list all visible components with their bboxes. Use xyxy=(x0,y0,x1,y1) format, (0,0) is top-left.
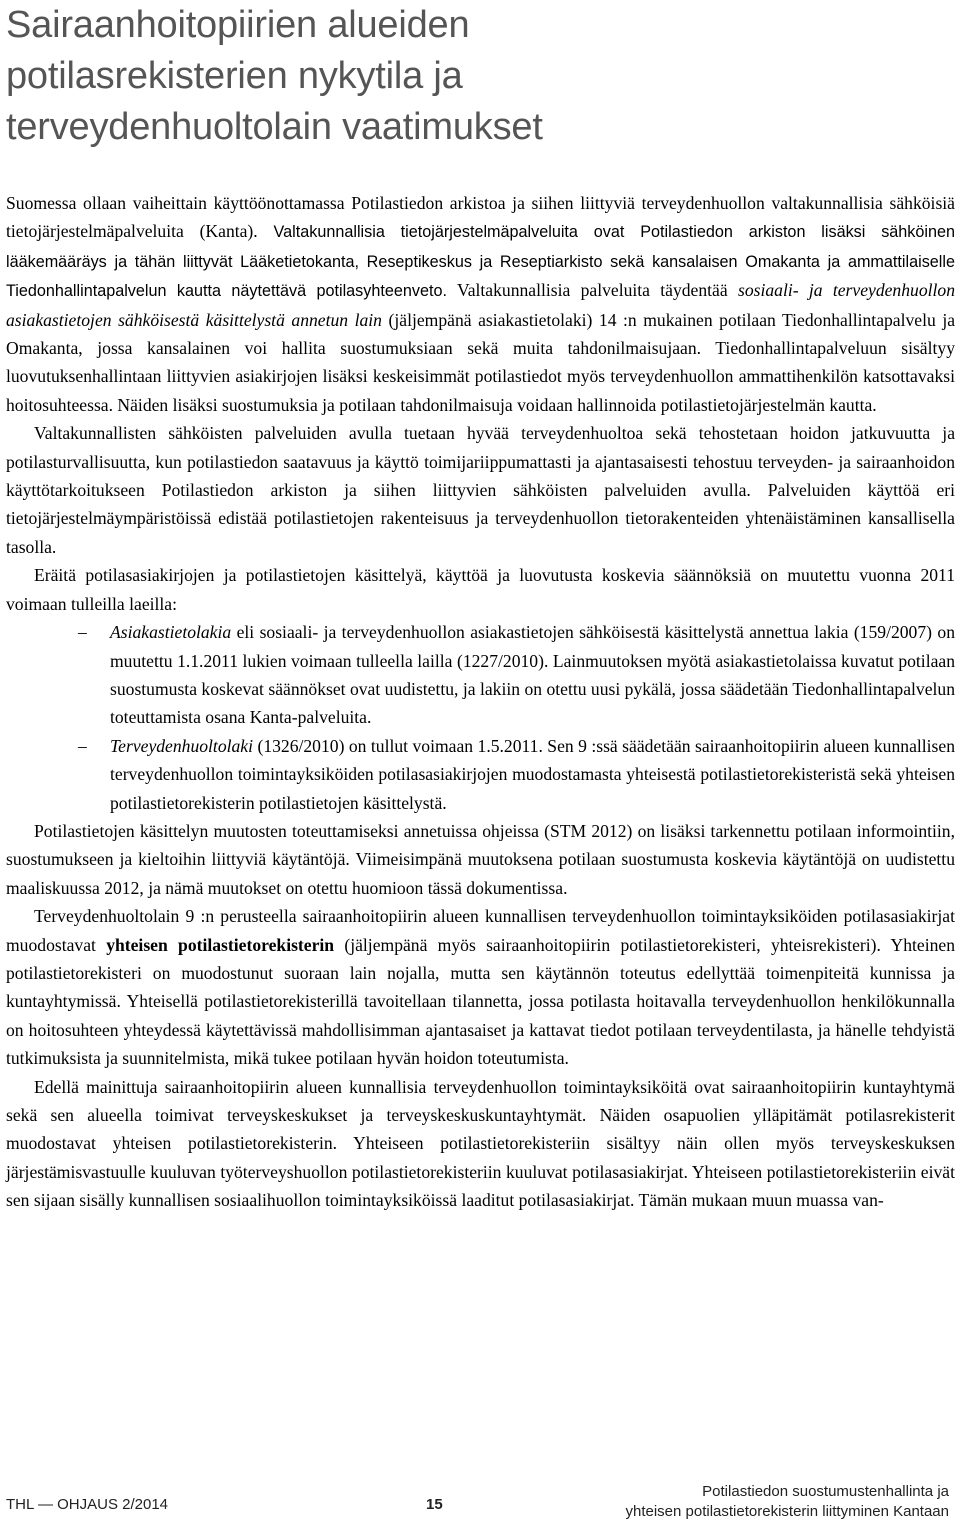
page-footer xyxy=(6,1483,955,1526)
paragraph-1-lead: Valtakunnallisia palveluita täydentää xyxy=(446,280,738,301)
paragraph-2: Valtakunnallisten sähköisten palveluiden avulla tuetaan hyvää terveydenhuoltoa sekä tehostetaan hoidon jatkuvuutta ja potilasturvallisuutta, kun potilastiedon saatavuus ja käyttö toimijariippumattasti ja ajantasaisesti tehostuu terveyden- ja sairaanhoidon käyttötarkoitukseen Potilastiedon arkiston ja siihen liittyvien sähköisten palveluiden avulla. Palveluiden käyttöä eri tietojärjestelmäympäristöissä edistää potilastietojen rakenteisuus ja terveydenhuollon tietorakenteiden yhtenäistäminen kansallisella tasolla. xyxy=(6,423,955,557)
paragraph-6: Edellä mainittuja sairaanhoitopiirin alueen kunnallisia terveydenhuollon toimintayksiköitä ovat sairaanhoitopiirin kuntayhtymä sekä sen alueella toimivat terveyskeskukset ja terveyskeskuskuntayhtymät. Näiden osapuolien ylläpitämät potilasrekisterit muodostavat yhteisen potilastietorekisterin. Yhteiseen potilastietorekisteriin sisältyy näin ollen myös terveyskeskuksen järjestämisvastuulle kuuluvan työterveyshuollon potilastietorekisteriin kuuluvat potilasasiakirjat. Yhteiseen potilastietorekisteriin eivät sen sijaan sisälly kunnallisen sosiaalihuollon toimintayksiköissä laaditut potilasasiakirjat. Tämän mukaan muun muassa van- xyxy=(6,1076,955,1211)
page-title xyxy=(6,0,955,153)
footer-title-line-2: yhteisen potilastietorekisterin liittyminen Kantaan xyxy=(625,1503,949,1520)
list-item-text: eli sosiaali- ja terveydenhuollon asiakastietojen sähköisestä käsittelystä annettua lakia (159/2007) on muutettu 1.1.2011 lukien voimaan tulleella lailla (1227/2010). Lainmuutoksen myötä asiakastietolaissa kuvatut potilaan suostumusta koskevat säännökset ovat uudistettu, ja lakiin on otettu uusi pykälä, jossa säädetään Tiedonhallintapalvelun toteuttamista osana Kanta-palveluita. xyxy=(110,622,955,728)
list-item xyxy=(6,618,955,732)
footer-document-title xyxy=(625,1482,949,1522)
dash-bullet: – xyxy=(78,622,87,643)
title-line-2: potilasrekisterien nykytila ja xyxy=(6,55,463,97)
paragraph-1-services: Valtakunnallisia tietojärjestelmäpalveluita ovat Potilastiedon arkiston lisäksi sähköinen lääkemääräys ja tähän liittyvät Lääketietokanta, Reseptikeskus ja Reseptiarkisto sekä kansalaisen Omakanta ja ammattilaiselle Tiedonhallintapalvelun kautta näytettävä potilasyhteenveto. xyxy=(6,223,956,301)
paragraph-1-rest: (jäljempänä asiakastietolaki) 14 :n mukainen potilaan Tiedonhallintapalvelu ja Omakanta, jossa kansalainen voi hallita suostumuksiaan sekä muita tahdonilmaisujaan. Tiedonhallintapalveluun sisältyy luovutuksenhallintaan liittyvien asiakirjojen lisäksi keskeisimmät potilastiedot myös terveydenhuollon ammattihenkilön katsottavaksi hoitosuhteessa. Näiden lisäksi suostumuksia ja potilaan tahdonilmaisuja voidaan hallinnoida potilastietojärjestelmän kautta. xyxy=(6,309,956,415)
document-page xyxy=(6,0,955,1215)
paragraph-5 xyxy=(6,902,955,1072)
footer-title-line-1: Potilastiedon suostumustenhallinta ja xyxy=(702,1483,949,1500)
page-number: 15 xyxy=(426,1496,443,1513)
paragraph-5-lead: Terveydenhuoltolain 9 :n perusteella sairaanhoitopiirin alueen kunnallisen terveydenhuollon toimintayksiköiden potilasasiakirjat muodostavat xyxy=(6,906,955,955)
document-body xyxy=(6,189,955,1215)
paragraph-4: Potilastietojen käsittelyn muutosten toteuttamiseksi annetuissa ohjeissa (STM 2012) on lisäksi tarkennettu potilaan informointiin, suostumukseen ja kieltoihin liittyviä käytäntöjä. Viimeisimpänä muutoksena potilaan suostumusta koskevia käytäntöjä on uudistettu maaliskuussa 2012, ja nämä muutokset on otettu huomioon tässä dokumentissa. xyxy=(6,820,955,898)
list-item-text: (1326/2010) on tullut voimaan 1.5.2011. Sen 9 :ssä säädetään sairaanhoitopiirin alueen kunnallisen terveydenhuollon toimintayksiköiden potilasasiakirjojen muodostamasta yhteisestä potilastietorekisteristä sekä yhteisen potilastietorekisterin potilastietojen käsittelystä. xyxy=(110,735,955,813)
dash-bullet: – xyxy=(78,735,87,756)
list-item xyxy=(6,732,955,817)
paragraph-5-term: yhteisen potilastietorekisterin xyxy=(106,934,335,955)
paragraph-1-intro: Suomessa ollaan vaiheittain käyttöönottamassa Potilastiedon arkistoa ja siihen liittyviä terveydenhuollon valtakunnallisia sähköisiä tietojärjestelmäpalveluita (Kanta). xyxy=(6,193,955,242)
paragraph-1-law-name: sosiaali- ja terveydenhuollon asiakastietojen sähköisestä käsittelystä annetun lain xyxy=(6,280,955,330)
title-line-3: terveydenhuoltolain vaatimukset xyxy=(6,106,543,148)
title-line-1: Sairaanhoitopiirien alueiden xyxy=(6,4,470,46)
list-item-law: Asiakastietolakia xyxy=(110,622,232,643)
paragraph-3: Eräitä potilasasiakirjojen ja potilastietojen käsittelyä, käyttöä ja luovutusta koskevia säännöksiä on muutettu vuonna 2011 voimaan tulleilla laeilla: xyxy=(6,565,955,614)
paragraph-1 xyxy=(6,189,955,419)
footer-publication: THL — OHJAUS 2/2014 xyxy=(6,1496,169,1513)
list-item-law: Terveydenhuoltolaki xyxy=(110,735,254,756)
paragraph-5-rest: (jäljempänä myös sairaanhoitopiirin potilastietorekisteri, yhteisrekisteri). Yhteinen potilastietorekisteri on muodostunut suoraan lain nojalla, mutta sen käytännön toteutus edellyttää toimenpiteitä kunnissa ja kuntayhtymissä. Yhteisellä potilastietorekisterillä tavoitellaan tilannetta, jossa potilasta hoitavalla terveydenhuollon henkilökunnalla on hoitosuhteen yhteydessä käytettävissä mahdollisimman ajantasaiset ja kattavat tiedot potilaan terveydentilasta, ja hänelle tehdyistä tutkimuksista ja suunnitelmista, mikä tukee potilaan hyvän hoidon toteutumista. xyxy=(6,934,955,1069)
law-list xyxy=(6,618,955,817)
